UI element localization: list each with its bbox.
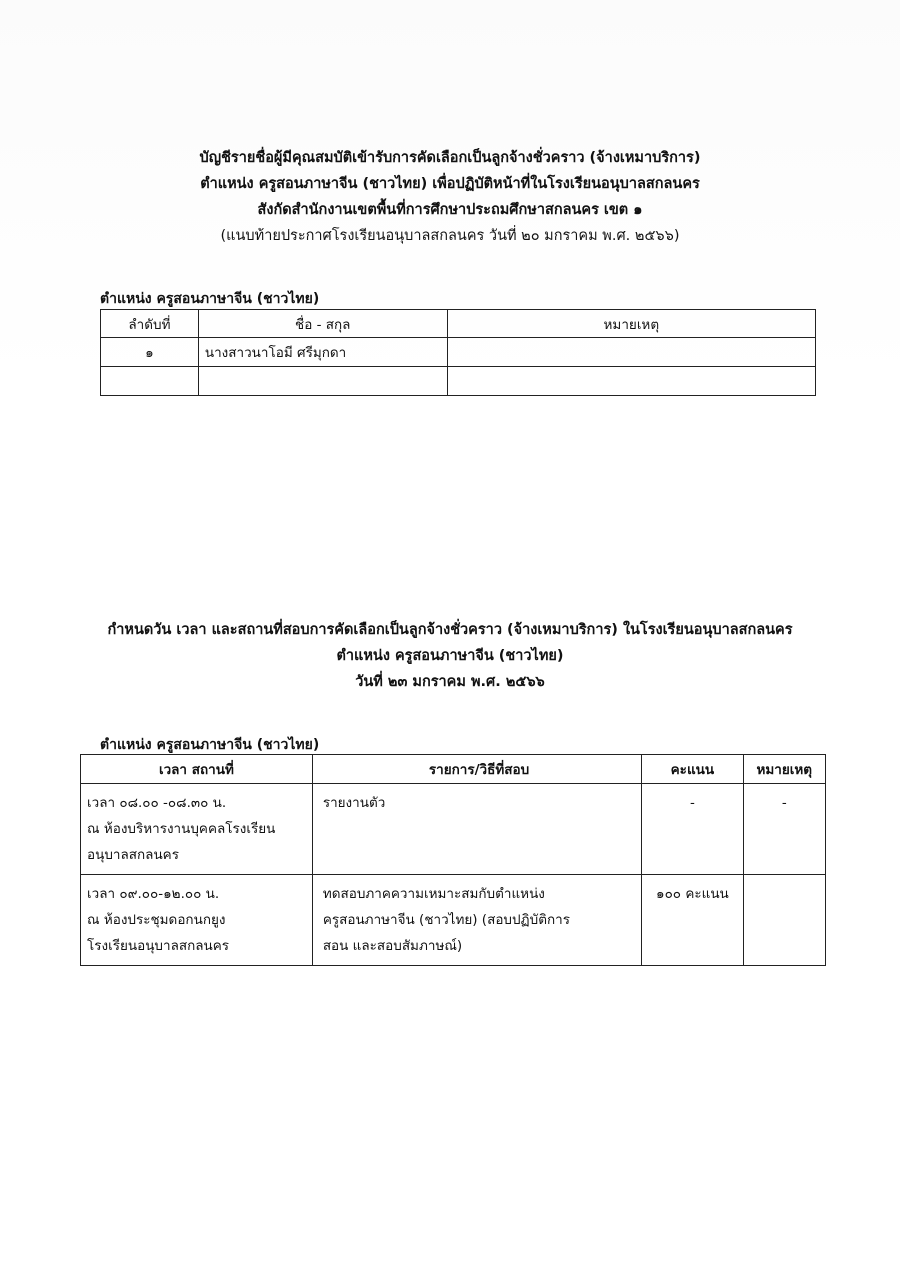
table-row — [81, 784, 826, 875]
schedule-title-line-3: วันที่ ๒๓ มกราคม พ.ศ. ๒๕๖๖ — [355, 674, 545, 690]
table-header-row — [81, 755, 826, 784]
item-line: สอน และสอบสัมภาษณ์) — [322, 938, 463, 954]
position-label-2: ตำแหน่ง ครูสอนภาษาจีน (ชาวไทย) — [100, 737, 320, 753]
time-line: เวลา ๐๙.๐๐-๑๒.๐๐ น. — [87, 886, 220, 902]
place-line: อนุบาลสกลนคร — [87, 847, 179, 863]
place-line: ณ ห้องบริหารงานบุคคลโรงเรียน — [87, 821, 276, 837]
announcement-title-line-1: บัญชีรายชื่อผู้มีคุณสมบัติเข้ารับการคัดเลือกเป็นลูกจ้างชั่วคราว (จ้างเหมาบริการ) — [199, 150, 701, 166]
candidate-table — [100, 309, 816, 396]
cell-note — [743, 875, 825, 966]
place-line: ณ ห้องประชุมดอกนกยูง — [87, 912, 226, 928]
cell-note: - — [743, 784, 825, 875]
table-row — [81, 875, 826, 966]
table-row — [101, 367, 816, 396]
cell-name: นางสาวนาโอมี ศรีมุกดา — [198, 338, 447, 367]
header-order: ลำดับที่ — [101, 310, 199, 338]
cell-time-place — [81, 784, 313, 875]
attachment-note: (แนบท้ายประกาศโรงเรียนอนุบาลสกลนคร วันที่ ๒๐ มกราคม พ.ศ. ๒๕๖๖) — [220, 228, 680, 244]
cell-order — [101, 367, 199, 396]
schedule-table — [80, 754, 826, 966]
header-score: คะแนน — [642, 755, 743, 784]
time-line: เวลา ๐๘.๐๐ -๐๘.๓๐ น. — [87, 795, 227, 811]
header-time-place: เวลา สถานที่ — [81, 755, 313, 784]
place-line: โรงเรียนอนุบาลสกลนคร — [87, 938, 230, 954]
cell-order: ๑ — [101, 338, 199, 367]
announcement-heading — [60, 145, 840, 249]
cell-exam-item — [312, 784, 641, 875]
table-header-row — [101, 310, 816, 338]
table-row — [101, 338, 816, 367]
item-line: รายงานตัว — [322, 795, 386, 811]
cell-time-place — [81, 875, 313, 966]
announcement-title-line-2: ตำแหน่ง ครูสอนภาษาจีน (ชาวไทย) เพื่อปฏิบัติหน้าที่ในโรงเรียนอนุบาลสกลนคร — [200, 176, 700, 192]
item-line: ครูสอนภาษาจีน (ชาวไทย) (สอบปฏิบัติการ — [322, 912, 570, 928]
item-line: ทดสอบภาคความเหมาะสมกับตำแหน่ง — [322, 886, 545, 902]
cell-name — [198, 367, 447, 396]
header-note: หมายเหตุ — [743, 755, 825, 784]
position-label-1: ตำแหน่ง ครูสอนภาษาจีน (ชาวไทย) — [100, 291, 320, 307]
announcement-title-line-3: สังกัดสำนักงานเขตพื้นที่การศึกษาประถมศึกษาสกลนคร เขต ๑ — [257, 202, 643, 218]
header-name: ชื่อ - สกุล — [198, 310, 447, 338]
cell-note — [447, 367, 815, 396]
schedule-title-line-1: กำหนดวัน เวลา และสถานที่สอบการคัดเลือกเป็นลูกจ้างชั่วคราว (จ้างเหมาบริการ) ในโรงเรียนอนุบาลสกลนคร — [107, 622, 793, 638]
header-exam-item: รายการ/วิธีที่สอบ — [312, 755, 641, 784]
cell-exam-item — [312, 875, 641, 966]
cell-score: - — [642, 784, 743, 875]
schedule-heading — [60, 617, 840, 695]
header-note: หมายเหตุ — [447, 310, 815, 338]
cell-score: ๑๐๐ คะแนน — [642, 875, 743, 966]
schedule-title-line-2: ตำแหน่ง ครูสอนภาษาจีน (ชาวไทย) — [336, 648, 564, 664]
cell-note — [447, 338, 815, 367]
